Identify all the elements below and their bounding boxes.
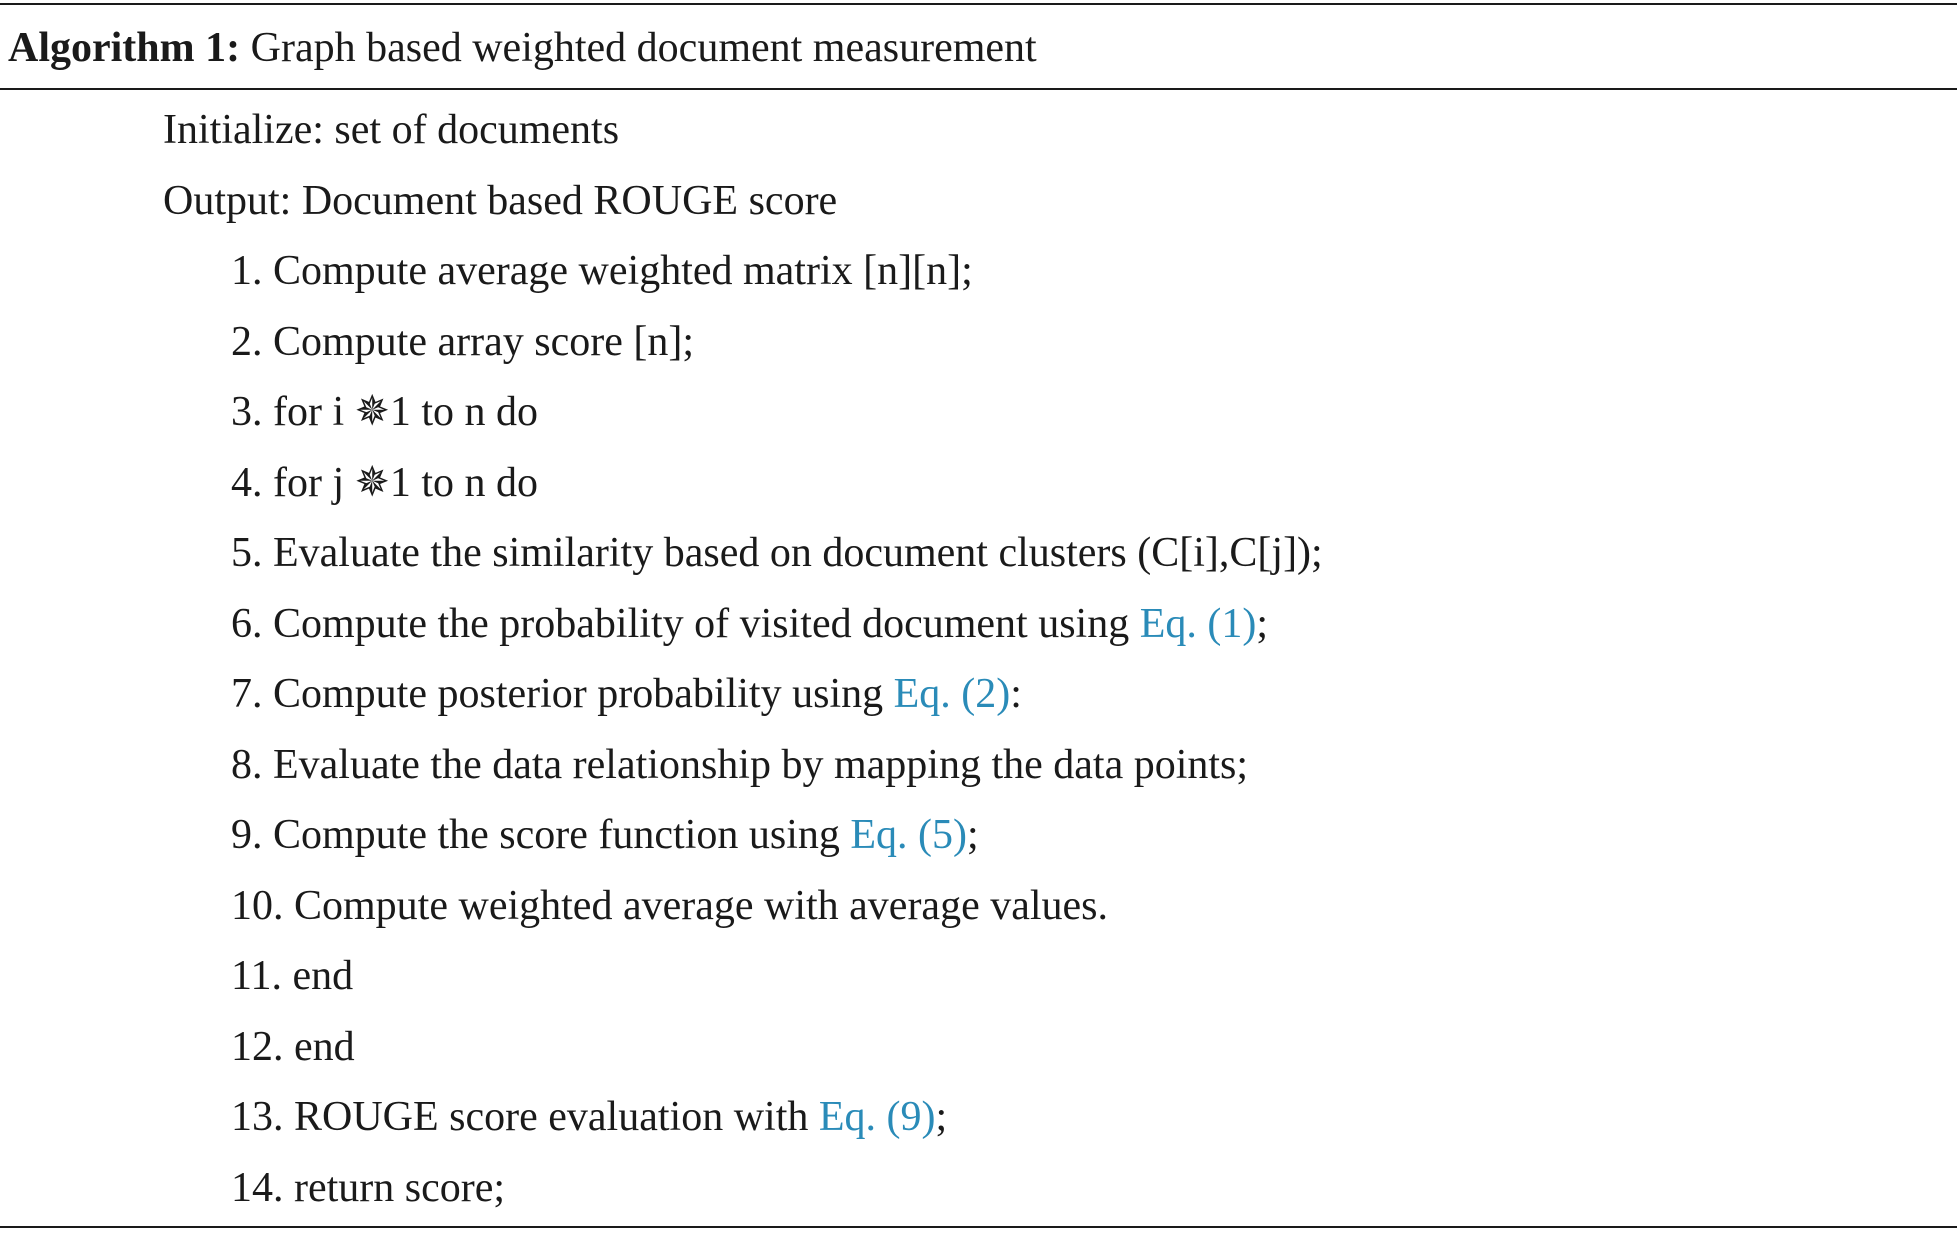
algorithm-label: Algorithm 1:	[8, 25, 241, 71]
bottom-rule	[0, 1226, 1957, 1228]
step-9: 9. Compute the score function using Eq. (5);	[231, 812, 979, 858]
algorithm-title-text: Graph based weighted document measurement	[250, 25, 1037, 71]
eq-1-link[interactable]: Eq. (1)	[1139, 601, 1257, 647]
step-12: 12. end	[231, 1024, 355, 1070]
step-5: 5. Evaluate the similarity based on document clusters (C[i],C[j]);	[231, 530, 1323, 576]
eq-5-link[interactable]: Eq. (5)	[850, 812, 968, 858]
step-2: 2. Compute array score [n];	[231, 319, 695, 365]
eq-2-link[interactable]: Eq. (2)	[893, 671, 1011, 717]
step-4: 4. for j ✵1 to n do	[231, 460, 539, 506]
eq-9-link[interactable]: Eq. (9)	[818, 1094, 936, 1140]
step-6: 6. Compute the probability of visited document using Eq. (1);	[231, 601, 1269, 647]
algorithm-title	[8, 22, 1037, 74]
step-13: 13. ROUGE score evaluation with Eq. (9);	[231, 1094, 948, 1140]
step-11: 11. end	[231, 953, 354, 999]
header-rule	[0, 88, 1957, 90]
step-7: 7. Compute posterior probability using Eq. (2):	[231, 671, 1022, 717]
step-8: 8. Evaluate the data relationship by mapping the data points;	[231, 742, 1249, 788]
top-rule	[0, 3, 1957, 5]
step-1: 1. Compute average weighted matrix [n][n];	[231, 248, 973, 294]
initialize-line: Initialize: set of documents	[163, 107, 620, 153]
step-14: 14. return score;	[231, 1165, 506, 1211]
step-10: 10. Compute weighted average with average values.	[231, 883, 1109, 929]
output-line: Output: Document based ROUGE score	[163, 178, 838, 224]
step-3: 3. for i ✵1 to n do	[231, 389, 539, 435]
